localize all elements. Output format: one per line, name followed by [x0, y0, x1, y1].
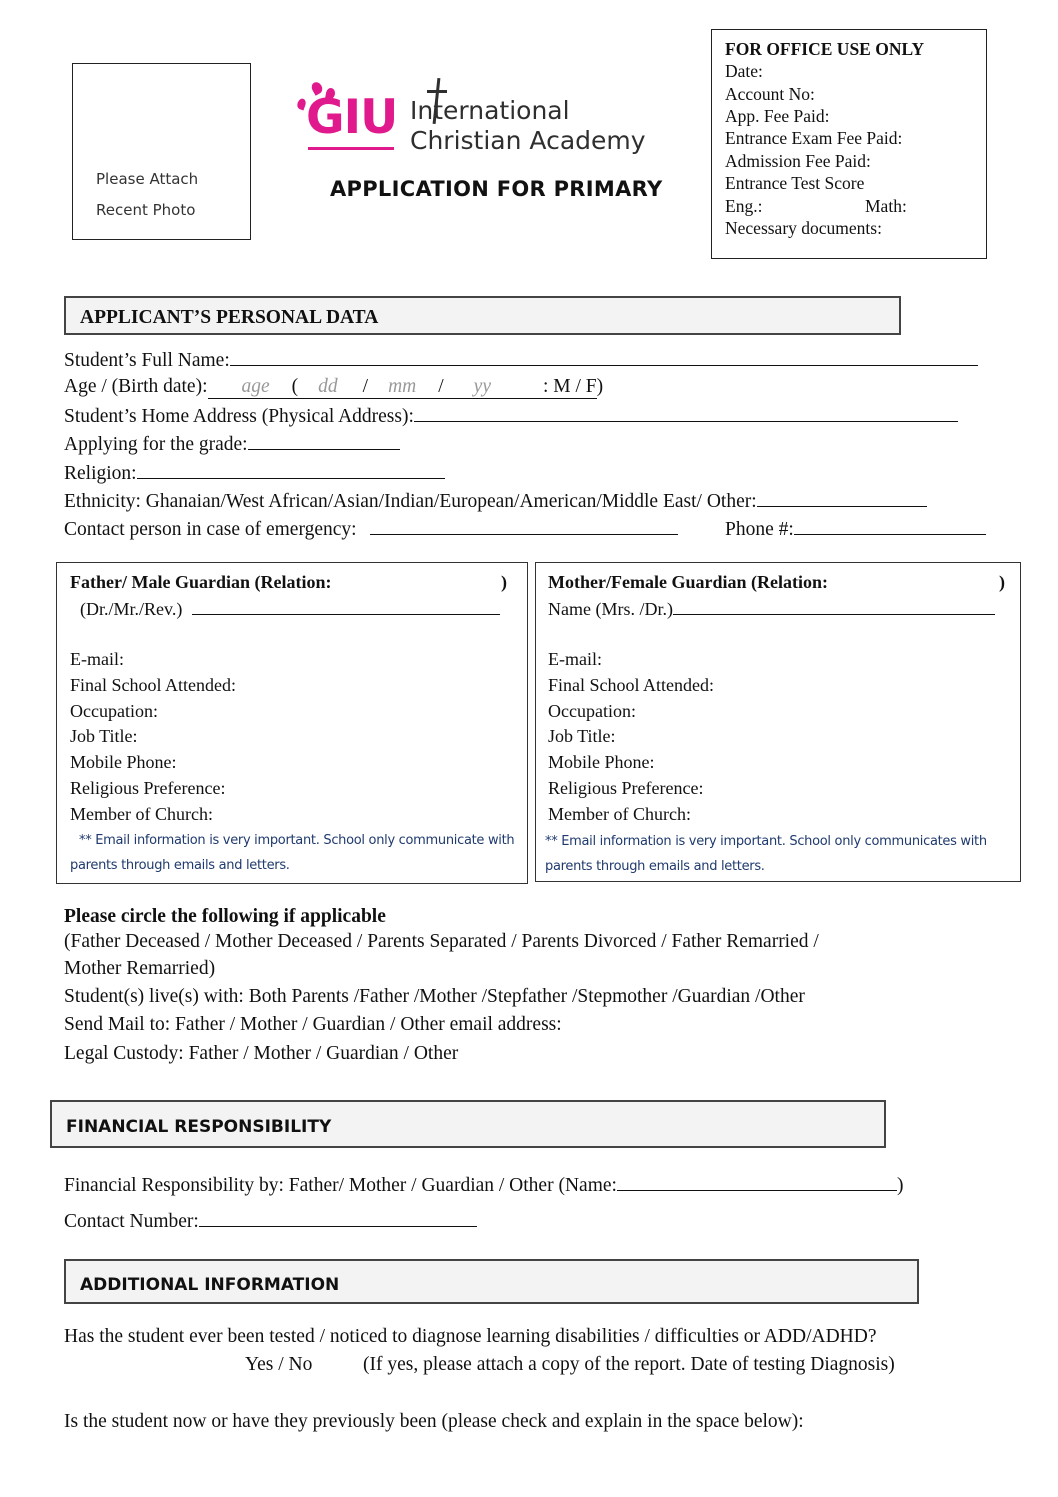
open-paren: ( — [291, 376, 299, 397]
mother-job-title[interactable]: Job Title: — [548, 726, 616, 746]
legal-custody-options[interactable]: Legal Custody: Father / Mother / Guardian / Other — [64, 1043, 459, 1064]
section-header-financial — [50, 1100, 886, 1148]
mother-email-note-1: ** Email information is very important. School only communicates with — [545, 834, 987, 849]
address-field[interactable] — [414, 405, 958, 422]
ethnicity-other-field[interactable] — [757, 490, 927, 507]
mother-mobile[interactable]: Mobile Phone: — [548, 752, 655, 772]
contact-number-label: Contact Number: — [64, 1211, 199, 1232]
family-status-options-2[interactable]: Mother Remarried) — [64, 958, 216, 979]
family-status-options-1[interactable]: (Father Deceased / Mother Deceased / Parents Separated / Parents Divorced / Father Remarried / — [64, 931, 819, 952]
section-title: ADDITIONAL INFORMATION — [80, 1275, 340, 1295]
father-email[interactable]: E-mail: — [70, 649, 124, 669]
close-paren: ) — [596, 376, 604, 397]
office-field-documents: Necessary documents: — [725, 218, 882, 238]
address-label: Student’s Home Address (Physical Address): — [64, 406, 414, 427]
father-name-label: (Dr./Mr./Rev.) — [80, 599, 183, 619]
section-header-additional — [64, 1259, 919, 1304]
full-name-label: Student’s Full Name: — [64, 350, 230, 371]
emergency-contact-field[interactable] — [370, 518, 678, 535]
father-occupation[interactable]: Occupation: — [70, 701, 158, 721]
previous-conditions-question: Is the student now or have they previously been (please check and explain in the space below): — [64, 1411, 804, 1432]
mother-school[interactable]: Final School Attended: — [548, 675, 714, 695]
year-field[interactable]: yy — [473, 376, 491, 397]
page-title: APPLICATION FOR PRIMARY — [330, 177, 663, 201]
grade-field[interactable] — [248, 433, 400, 450]
father-guardian-box — [56, 562, 528, 884]
financial-responsibility-label[interactable]: Financial Responsibility by: Father/ Mother / Guardian / Other (Name: — [64, 1175, 617, 1196]
circle-heading: Please circle the following if applicable — [64, 906, 386, 927]
logo-underline — [308, 147, 394, 150]
logo-name-line1: International — [410, 96, 570, 125]
father-job-title[interactable]: Job Title: — [70, 726, 138, 746]
father-email-note-1: ** Email information is very important. School only communicate with — [79, 833, 515, 848]
full-name-field[interactable] — [230, 349, 978, 366]
grade-label: Applying for the grade: — [64, 434, 248, 455]
emergency-label: Contact person in case of emergency: — [64, 519, 357, 540]
age-label: Age / (Birth date): — [64, 376, 208, 397]
religion-field[interactable] — [137, 462, 445, 479]
office-field-date: Date: — [725, 61, 763, 81]
diagnosis-question: Has the student ever been tested / noticed to diagnose learning disabilities / difficulties or ADD/ADHD? — [64, 1326, 877, 1347]
attach-report-note: (If yes, please attach a copy of the report. Date of testing Diagnosis) — [363, 1354, 895, 1375]
office-field-account: Account No: — [725, 84, 815, 104]
photo-attach-box[interactable] — [72, 63, 251, 240]
contact-number-field[interactable] — [199, 1210, 477, 1227]
send-mail-options[interactable]: Send Mail to: Father / Mother / Guardian / Other email address: — [64, 1014, 562, 1035]
section-title: APPLICANT’S PERSONAL DATA — [80, 307, 379, 328]
section-header-personal — [64, 296, 901, 335]
logo-name-line2: Christian Academy — [410, 126, 646, 155]
mother-name-label: Name (Mrs. /Dr.) — [548, 599, 673, 619]
month-field[interactable]: mm — [388, 376, 417, 397]
office-use-title: FOR OFFICE USE ONLY — [725, 39, 925, 59]
photo-box-label-2: Recent Photo — [96, 201, 196, 219]
lives-with-options[interactable]: Student(s) live(s) with: Both Parents /Father /Mother /Stepfather /Stepmother /Guardian /Other — [64, 986, 805, 1007]
father-school[interactable]: Final School Attended: — [70, 675, 236, 695]
logo-mark: GIU — [306, 90, 398, 145]
mother-email-note-2: parents through emails and letters. — [545, 859, 765, 874]
mother-email[interactable]: E-mail: — [548, 649, 602, 669]
office-field-test-score: Entrance Test Score — [725, 173, 865, 193]
father-email-note-2: parents through emails and letters. — [70, 858, 290, 873]
yes-no-options[interactable]: Yes / No — [245, 1354, 313, 1375]
address-row — [64, 405, 958, 427]
phone-row — [725, 518, 986, 540]
father-title-close: ) — [501, 572, 507, 592]
office-use-box — [711, 29, 987, 259]
mother-title: Mother/Female Guardian (Relation: — [548, 572, 828, 592]
mother-title-close: ) — [999, 572, 1005, 592]
financial-responsibility-row — [64, 1174, 903, 1196]
office-field-math: Math: — [865, 196, 907, 216]
full-name-row — [64, 349, 978, 371]
grade-row — [64, 433, 400, 455]
father-church[interactable]: Member of Church: — [70, 804, 213, 824]
mother-religious-pref[interactable]: Religious Preference: — [548, 778, 704, 798]
school-logo — [292, 78, 662, 158]
close-paren: ) — [896, 1175, 904, 1196]
mother-occupation[interactable]: Occupation: — [548, 701, 636, 721]
father-name-field[interactable] — [192, 598, 500, 615]
office-field-exam-fee: Entrance Exam Fee Paid: — [725, 128, 903, 148]
father-name-row — [80, 598, 500, 620]
office-field-eng: Eng.: — [725, 196, 763, 216]
religion-label: Religion: — [64, 463, 137, 484]
age-field[interactable]: age — [241, 376, 270, 397]
phone-field[interactable] — [794, 518, 986, 535]
mother-name-row — [548, 598, 995, 620]
father-title: Father/ Male Guardian (Relation: — [70, 572, 332, 592]
sex-field[interactable]: : M / F — [542, 376, 597, 397]
day-field[interactable]: dd — [318, 376, 338, 397]
mother-name-field[interactable] — [673, 598, 995, 615]
father-religious-pref[interactable]: Religious Preference: — [70, 778, 226, 798]
office-field-app-fee: App. Fee Paid: — [725, 106, 830, 126]
date-slash: / — [438, 376, 444, 397]
section-title: FINANCIAL RESPONSIBILITY — [66, 1117, 332, 1137]
office-field-admission-fee: Admission Fee Paid: — [725, 151, 871, 171]
religion-row — [64, 462, 445, 484]
father-mobile[interactable]: Mobile Phone: — [70, 752, 177, 772]
date-slash: / — [362, 376, 369, 397]
ethnicity-label: Ethnicity: Ghanaian/West African/Asian/Indian/European/American/Middle East/ Other: — [64, 491, 757, 512]
phone-label: Phone #: — [725, 519, 794, 540]
mother-guardian-box — [535, 562, 1021, 882]
financial-name-field[interactable] — [617, 1174, 897, 1191]
contact-number-row — [64, 1210, 477, 1232]
cross-icon-bar — [427, 90, 447, 93]
mother-church[interactable]: Member of Church: — [548, 804, 691, 824]
emergency-row — [64, 518, 678, 540]
photo-box-label-1: Please Attach — [96, 170, 199, 188]
age-row — [64, 377, 603, 399]
ethnicity-row — [64, 490, 927, 512]
